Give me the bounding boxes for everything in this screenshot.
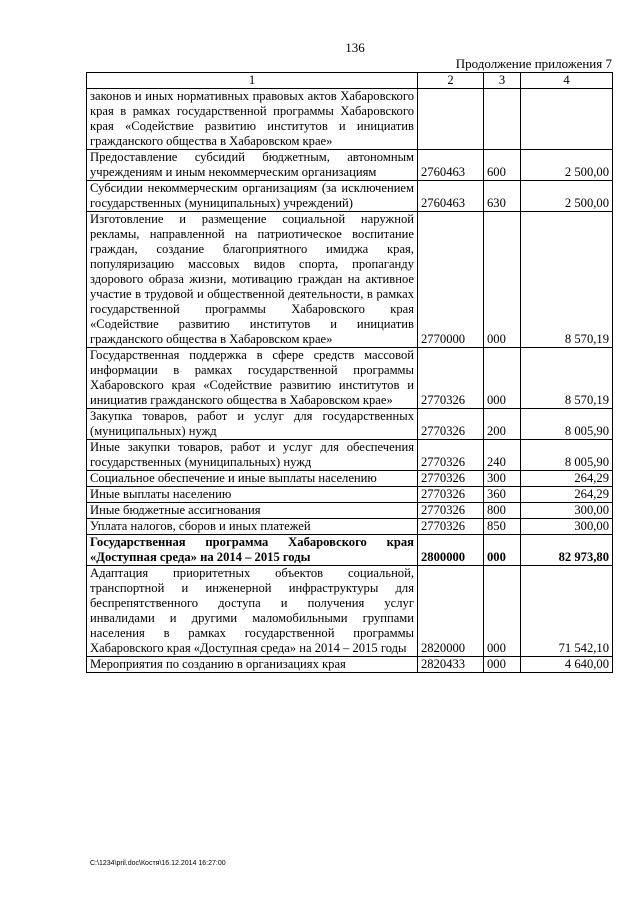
row-description: Социальное обеспечение и иные выплаты населению [87, 471, 418, 487]
table-row [87, 181, 613, 212]
row-description: Мероприятия по созданию в организациях края [87, 657, 418, 673]
row-amount: 8 570,19 [521, 348, 613, 409]
row-description: Государственная программа Хабаровского края «Доступная среда» на 2014 – 2015 годы [87, 535, 418, 566]
row-description: Государственная поддержка в сфере средств массовой информации в рамках государственной программы Хабаровского края «Содействие развитию институтов и инициатив гражданского общества в Хабаровском крае» [87, 348, 418, 409]
row-expense-type: 630 [484, 181, 521, 212]
row-amount: 2 500,00 [521, 150, 613, 181]
column-header-3: 3 [484, 73, 521, 89]
budget-table [86, 72, 613, 673]
row-expense-type: 000 [484, 657, 521, 673]
row-target-code: 2820433 [418, 657, 484, 673]
table-row [87, 566, 613, 657]
row-amount: 300,00 [521, 519, 613, 535]
table-row [87, 89, 613, 150]
row-expense-type: 850 [484, 519, 521, 535]
row-amount: 264,29 [521, 487, 613, 503]
row-expense-type: 000 [484, 348, 521, 409]
row-target-code: 2820000 [418, 566, 484, 657]
row-description: Иные закупки товаров, работ и услуг для обеспечения государственных (муниципальных) нужд [87, 440, 418, 471]
row-amount [521, 89, 613, 150]
page-number: 136 [345, 40, 365, 55]
row-target-code: 2770326 [418, 471, 484, 487]
table-header-row [87, 73, 613, 89]
table-row [87, 150, 613, 181]
row-description: Предоставление субсидий бюджетным, автономным учреждениям и иным некоммерческим организациям [87, 150, 418, 181]
row-amount: 2 500,00 [521, 181, 613, 212]
table-row [87, 487, 613, 503]
row-amount: 264,29 [521, 471, 613, 487]
column-header-1: 1 [87, 73, 418, 89]
row-target-code: 2760463 [418, 181, 484, 212]
row-description: Иные выплаты населению [87, 487, 418, 503]
row-target-code: 2770326 [418, 409, 484, 440]
row-expense-type: 000 [484, 212, 521, 348]
table-row [87, 519, 613, 535]
row-expense-type [484, 89, 521, 150]
row-description: Уплата налогов, сборов и иных платежей [87, 519, 418, 535]
file-path-footer: C:\1234\pril.doc\Костя\16.12.2014 16:27:00 [90, 860, 226, 867]
row-expense-type: 600 [484, 150, 521, 181]
row-expense-type: 000 [484, 566, 521, 657]
row-expense-type: 000 [484, 535, 521, 566]
row-target-code: 2800000 [418, 535, 484, 566]
row-description: законов и иных нормативных правовых актов Хабаровского края в рамках государственной программы Хабаровского края «Содействие развитию институтов и инициатив гражданского общества в Хабаровском крае» [87, 89, 418, 150]
table-row [87, 440, 613, 471]
row-amount: 300,00 [521, 503, 613, 519]
table-row [87, 348, 613, 409]
table-row [87, 657, 613, 673]
row-expense-type: 300 [484, 471, 521, 487]
column-header-2: 2 [418, 73, 484, 89]
row-expense-type: 800 [484, 503, 521, 519]
row-target-code: 2770326 [418, 440, 484, 471]
row-target-code: 2770326 [418, 348, 484, 409]
row-amount: 8 005,90 [521, 440, 613, 471]
row-amount: 8 570,19 [521, 212, 613, 348]
row-description: Иные бюджетные ассигнования [87, 503, 418, 519]
row-description: Изготовление и размещение социальной наружной рекламы, направленной на патриотическое воспитание граждан, создание благоприятного имиджа края, популяризацию массовых видов спорта, пропаганду здорового образа жизни, мотивацию граждан на активное участие в трудовой и общественной деятельности, в рамках государственной программы Хабаровского края «Содействие развитию институтов и инициатив гражданского общества в Хабаровском крае» [87, 212, 418, 348]
row-description: Адаптация приоритетных объектов социальной, транспортной и инженерной инфраструктуры для беспрепятственного доступа и получения услуг инвалидами и другими маломобильными группами населения в рамках государственной программы Хабаровского края «Доступная среда» на 2014 – 2015 годы [87, 566, 418, 657]
row-target-code: 2770326 [418, 519, 484, 535]
row-target-code [418, 89, 484, 150]
row-target-code: 2770000 [418, 212, 484, 348]
row-expense-type: 360 [484, 487, 521, 503]
row-target-code: 2770326 [418, 503, 484, 519]
row-amount: 71 542,10 [521, 566, 613, 657]
row-amount: 82 973,80 [521, 535, 613, 566]
table-row [87, 503, 613, 519]
row-description: Субсидии некоммерческим организациям (за исключением государственных (муниципальных) учреждений) [87, 181, 418, 212]
table-row [87, 535, 613, 566]
row-target-code: 2770326 [418, 487, 484, 503]
table-row [87, 471, 613, 487]
column-header-4: 4 [521, 73, 613, 89]
row-amount: 4 640,00 [521, 657, 613, 673]
continuation-label: Продолжение приложения 7 [455, 56, 612, 71]
row-target-code: 2760463 [418, 150, 484, 181]
table-row [87, 212, 613, 348]
row-expense-type: 240 [484, 440, 521, 471]
row-amount: 8 005,90 [521, 409, 613, 440]
row-description: Закупка товаров, работ и услуг для государственных (муниципальных) нужд [87, 409, 418, 440]
table-row [87, 409, 613, 440]
row-expense-type: 200 [484, 409, 521, 440]
